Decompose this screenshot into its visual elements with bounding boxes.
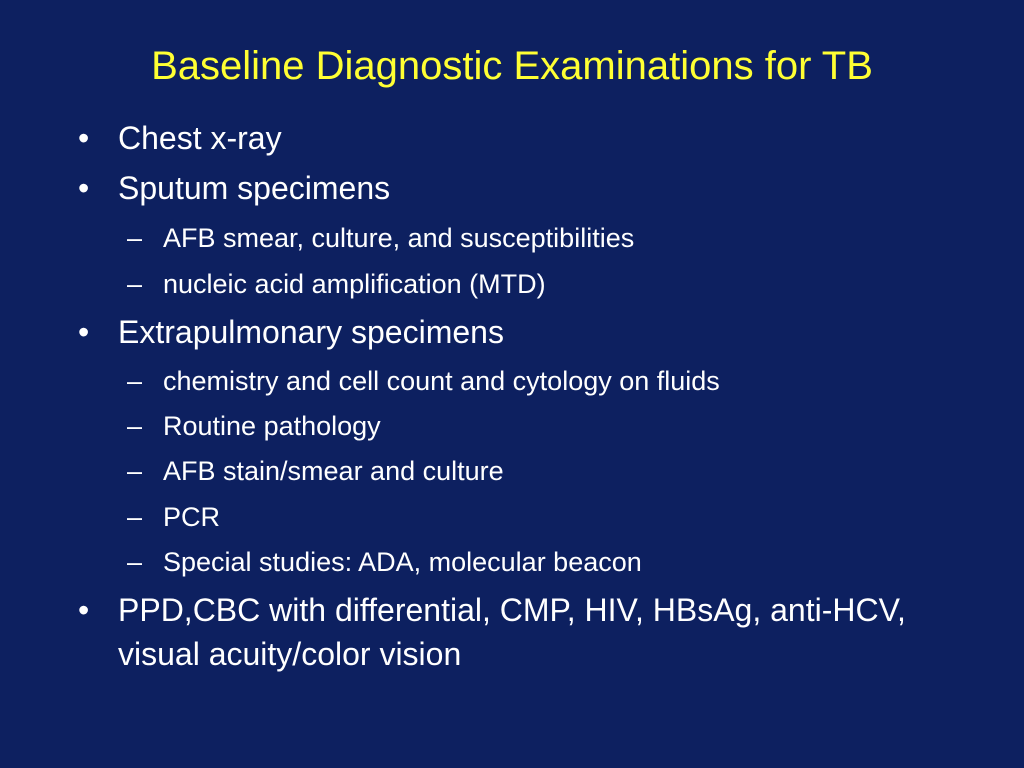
dash-marker: – [127,269,143,299]
sub-item-afb-smear [127,218,635,258]
dash-marker: – [127,456,143,486]
dash-marker: – [127,223,143,253]
slide-title: Baseline Diagnostic Examinations for TB [151,44,873,88]
sub-item-text: AFB smear, culture, and susceptibilities [163,223,635,253]
sub-item-special-studies [127,542,642,582]
sub-item-text: PCR [163,502,221,532]
sub-item-routine-pathology [127,406,381,446]
bullet-marker: • [78,170,90,206]
sub-item-text: nucleic acid amplification (MTD) [163,269,546,299]
dash-marker: – [127,411,143,441]
sub-item-nucleic-acid [127,264,546,304]
sub-item-chemistry [127,361,720,401]
dash-marker: – [127,366,143,396]
bullet-text: PPD,CBC with differential, CMP, HIV, HBsAg, anti-HCV, visual acuity/color vision [118,592,906,672]
dash-marker: – [127,547,143,577]
bullet-item-ppd-cbc [78,588,958,676]
sub-item-text: chemistry and cell count and cytology on fluids [163,366,720,396]
sub-item-pcr [127,497,221,537]
bullet-text: Chest x-ray [118,120,282,156]
sub-item-afb-stain [127,451,504,491]
bullet-item-chest-xray [78,116,282,160]
bullet-item-extrapulmonary [78,310,504,354]
bullet-item-sputum [78,166,391,210]
bullet-marker: • [78,314,90,350]
sub-item-text: Routine pathology [163,411,381,441]
bullet-marker: • [78,120,90,156]
bullet-marker: • [78,592,90,628]
sub-item-text: AFB stain/smear and culture [163,456,504,486]
bullet-text: Extrapulmonary specimens [118,314,504,350]
bullet-text: Sputum specimens [118,170,391,206]
sub-item-text: Special studies: ADA, molecular beacon [163,547,642,577]
dash-marker: – [127,502,143,532]
